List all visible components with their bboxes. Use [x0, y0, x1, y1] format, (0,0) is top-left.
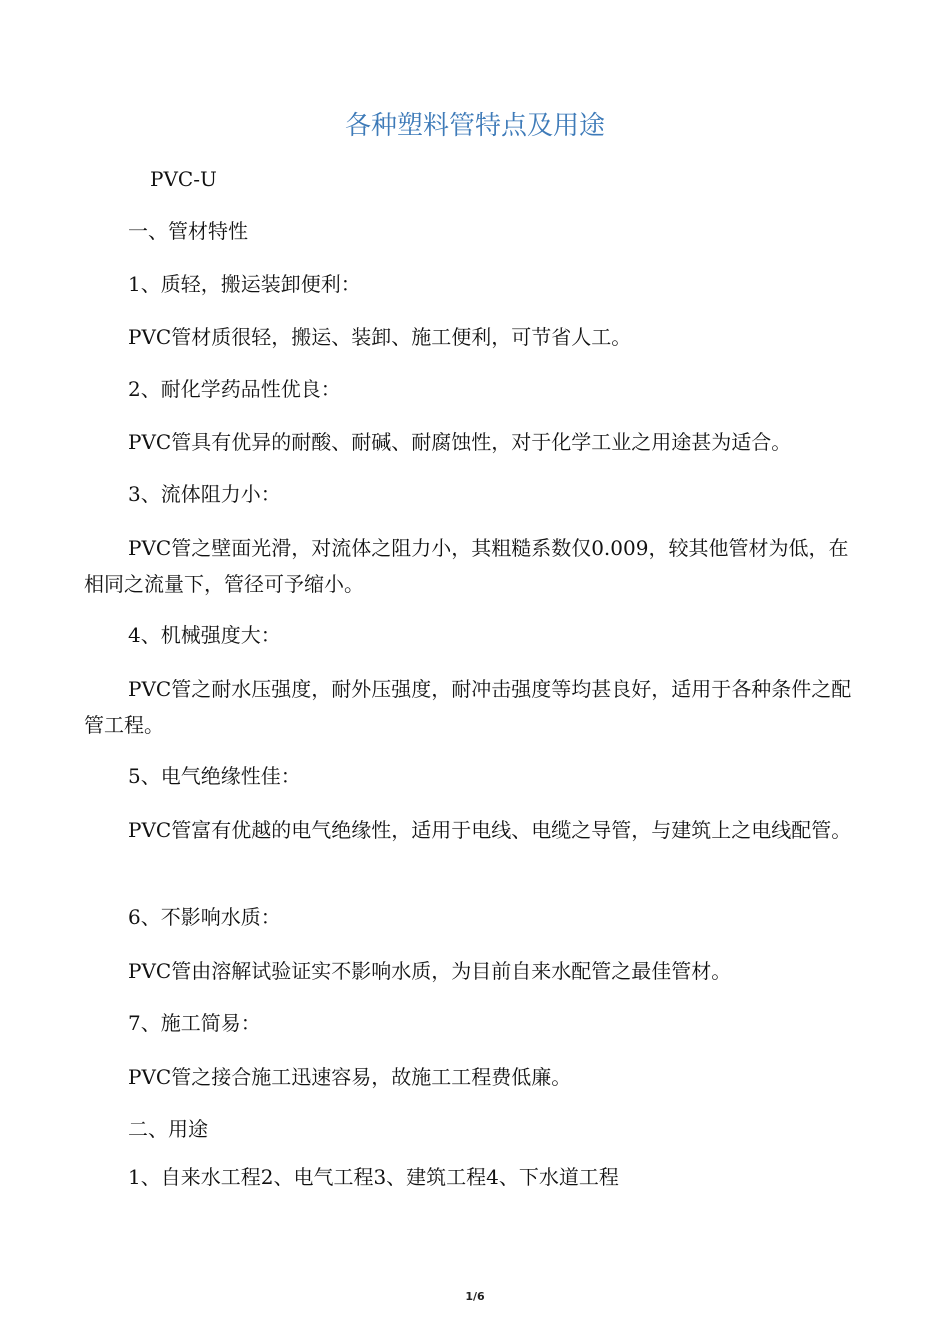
page-title: 各种塑料管特点及用途 [344, 111, 605, 141]
section-heading-properties: 一、管材特性 [128, 219, 248, 243]
item-text: PVC管之壁面光滑，对流体之阻力小，其粗糙系数仅0.009，较其他管材为低，在相同之流量下，管径可予缩小。 [84, 536, 849, 596]
item-text: PVC管之接合施工迅速容易，故施工工程费低廉。 [128, 1065, 572, 1089]
item-heading: 2、耐化学药品性优良： [128, 377, 341, 401]
item-heading: 3、流体阻力小： [128, 482, 281, 506]
section-heading-uses: 二、用途 [128, 1117, 208, 1141]
item-heading: 1、质轻，搬运装卸便利： [128, 272, 361, 296]
item-text: PVC管富有优越的电气绝缘性，适用于电线、电缆之导管，与建筑上之电线配管。 [128, 818, 852, 842]
item-heading: 7、施工简易： [128, 1011, 261, 1035]
item-heading: 6、不影响水质： [128, 905, 281, 929]
item-text: PVC管材质很轻，搬运、装卸、施工便利，可节省人工。 [128, 325, 632, 349]
item-heading: 5、电气绝缘性佳： [128, 764, 301, 788]
item-heading: 4、机械强度大： [128, 623, 281, 647]
item-text: PVC管之耐水压强度，耐外压强度，耐冲击强度等均甚良好，适用于各种条件之配管工程。 [84, 677, 852, 737]
uses-list: 1、自来水工程2、电气工程3、建筑工程4、下水道工程 [128, 1165, 619, 1189]
item-text: PVC管由溶解试验证实不影响水质，为目前自来水配管之最佳管材。 [128, 959, 732, 983]
subtitle: PVC-U [150, 167, 217, 191]
item-text: PVC管具有优异的耐酸、耐碱、耐腐蚀性，对于化学工业之用途甚为适合。 [128, 430, 792, 454]
page-number: 1/6 [465, 1290, 485, 1303]
